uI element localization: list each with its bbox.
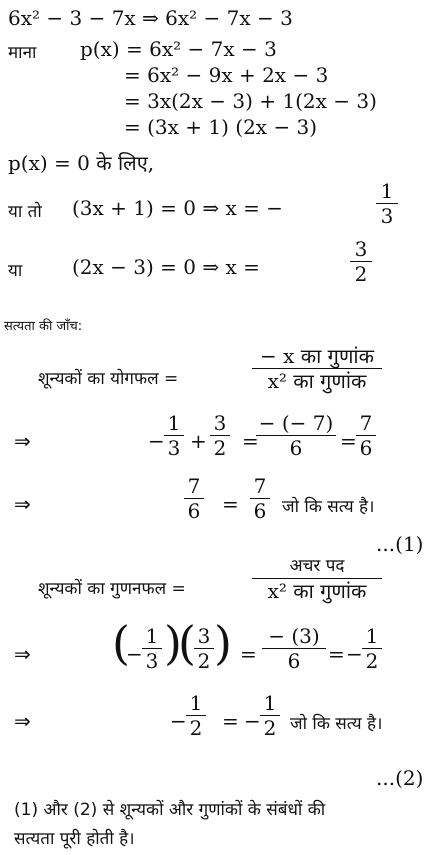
equals-sign: =: [328, 642, 345, 666]
fraction-one-third: 1 3: [376, 180, 398, 227]
sum-coefficient-fraction: − x का गुणांक x² का गुणांक: [252, 345, 382, 392]
factor-step-3: = 3x(2x − 3) + 1(2x − 3): [124, 89, 377, 113]
implies-arrow: ⇒: [14, 709, 31, 733]
fraction-three-halves: 3 2: [350, 238, 372, 285]
mana-label: माना: [8, 43, 37, 63]
implies-arrow: ⇒: [14, 492, 31, 516]
equation-ref-1: ...(1): [376, 532, 424, 556]
fraction-one-half: 1 2: [362, 625, 382, 672]
fraction-seven-sixths: 7 6: [184, 475, 204, 522]
implies-arrow: ⇒: [14, 429, 31, 453]
fraction-minus-minus-seven-over-six: − (− 7) 6: [256, 412, 336, 459]
expression-line: 6x² − 3 − 7x ⇒ 6x² − 7x − 3: [8, 6, 293, 30]
conclusion-line-1: (1) और (2) से शून्यकों और गुणांकों के संबंधों की: [14, 800, 326, 820]
factor-step-4: = (3x + 1) (2x − 3): [124, 115, 318, 139]
equation-2: (2x − 3) = 0 ⇒ x =: [72, 255, 260, 279]
product-of-zeros-label: शून्यकों का गुणनफल =: [38, 579, 186, 599]
minus-sign: −: [126, 642, 143, 666]
verification-heading: सत्यता की जाँच:: [4, 319, 83, 334]
plus-sign: +: [190, 429, 207, 453]
minus-sign: −: [148, 429, 165, 453]
minus-sign: −: [244, 709, 261, 733]
fraction-three-halves: 3 2: [194, 625, 214, 672]
equation-1: (3x + 1) = 0 ⇒ x = −: [72, 196, 283, 220]
fraction-one-half: 1 2: [186, 692, 206, 739]
right-parenthesis: ): [214, 616, 232, 670]
ya-label: या: [8, 261, 23, 281]
equals-sign: =: [340, 429, 357, 453]
fraction-one-half: 1 2: [260, 692, 280, 739]
equals-sign: =: [222, 709, 239, 733]
fraction-seven-sixths: 7 6: [250, 475, 270, 522]
fraction-minus-three-over-six: − (3) 6: [262, 625, 326, 672]
minus-sign: −: [346, 642, 363, 666]
right-parenthesis: ): [164, 616, 182, 670]
sum-of-zeros-label: शून्यकों का योगफल =: [38, 369, 179, 389]
px-definition: p(x) = 6x² − 7x − 3: [80, 37, 277, 61]
zero-condition: p(x) = 0 के लिए,: [8, 151, 155, 175]
fraction-seven-sixths: 7 6: [356, 412, 376, 459]
equals-sign: =: [240, 642, 257, 666]
fraction-one-third: 1 3: [164, 412, 184, 459]
equals-sign: =: [242, 429, 259, 453]
ya-to-label: या तो: [8, 202, 42, 222]
implies-arrow: ⇒: [14, 642, 31, 666]
true-statement: जो कि सत्य है।: [290, 714, 383, 734]
minus-sign: −: [170, 709, 187, 733]
fraction-three-halves: 3 2: [210, 412, 230, 459]
equation-ref-2: ...(2): [376, 766, 424, 790]
factor-step-2: = 6x² − 9x + 2x − 3: [124, 63, 329, 87]
product-coefficient-fraction: अचर पद x² का गुणांक: [252, 555, 382, 602]
true-statement: जो कि सत्य है।: [282, 497, 375, 517]
fraction-one-third: 1 3: [142, 625, 162, 672]
left-parenthesis: (: [112, 616, 130, 670]
left-parenthesis: (: [178, 616, 196, 670]
conclusion-line-2: सत्यता पूरी होती है।: [14, 829, 135, 849]
equals-sign: =: [222, 492, 239, 516]
